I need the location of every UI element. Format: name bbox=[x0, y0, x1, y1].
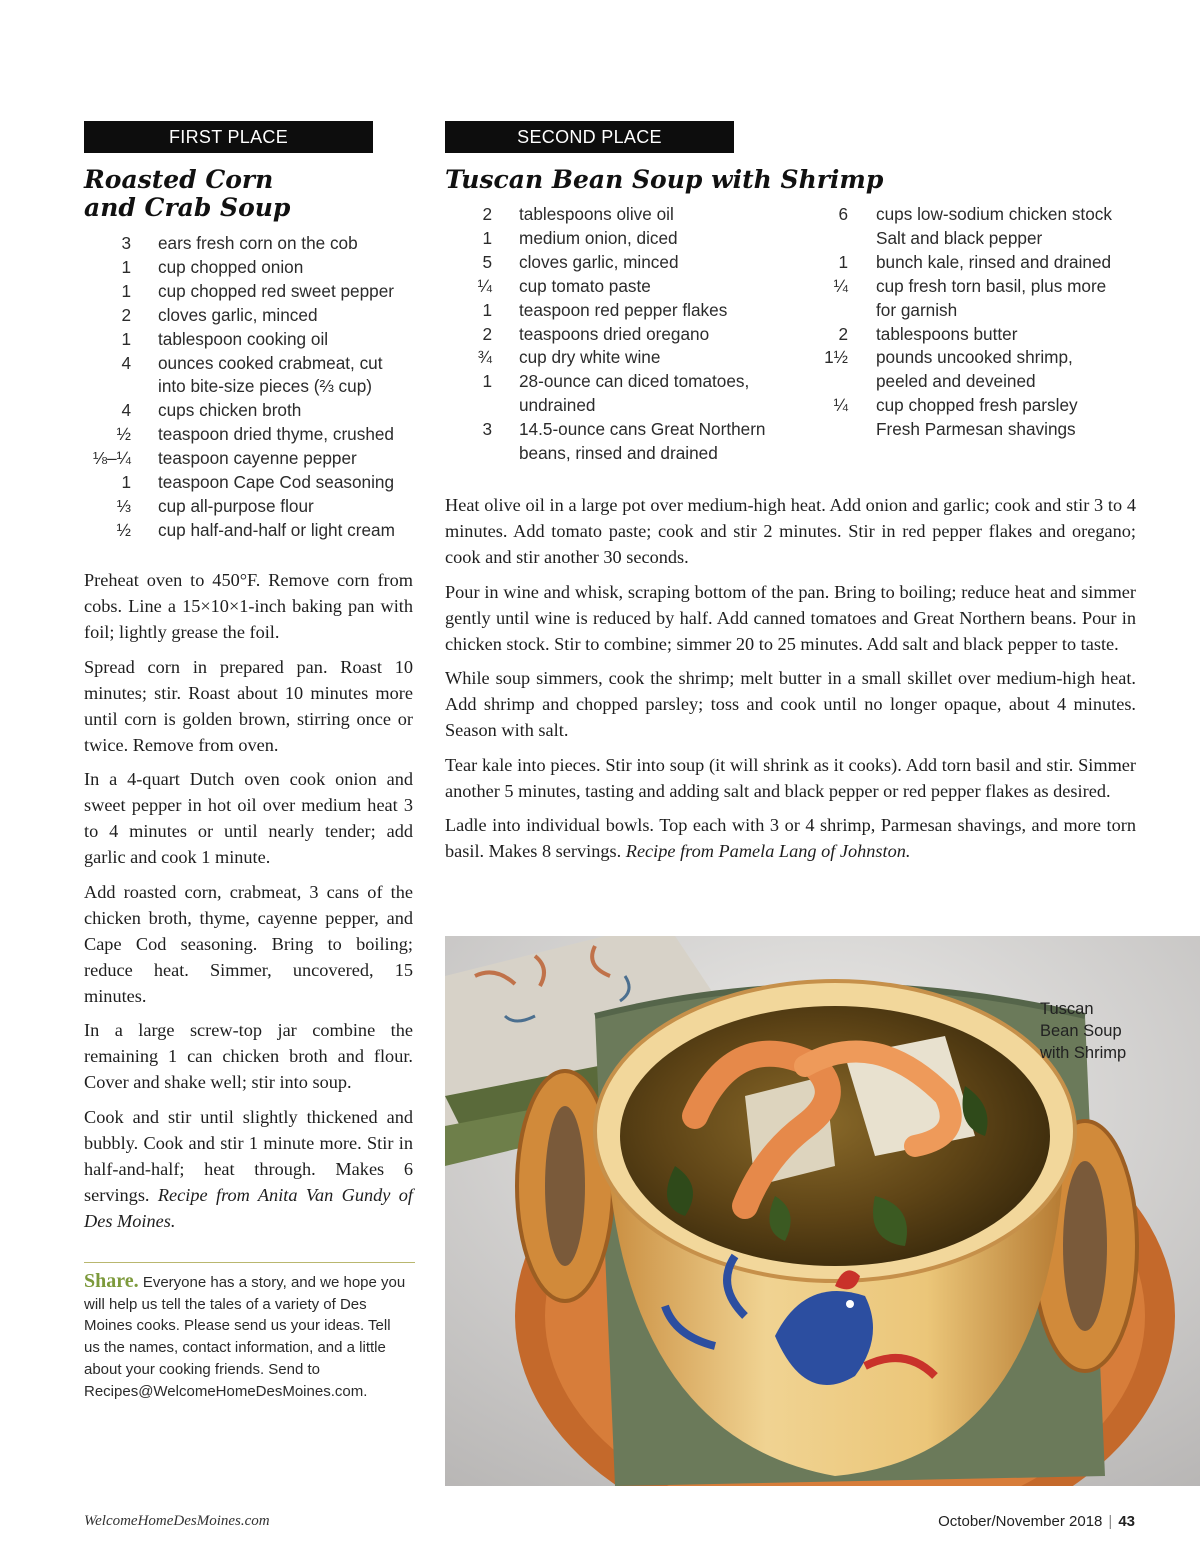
ingredient-item bbox=[445, 370, 790, 394]
ingredient-text: teaspoon dried thyme, crushed bbox=[158, 424, 394, 445]
direction-paragraph: Cook and stir until slightly thickened and bubbly. Cook and stir 1 minute more. Stir in half-and-half; heat through. Makes 6 servings. Recipe from Anita Van Gundy of Des Moines. bbox=[84, 1106, 413, 1231]
ingredient-text: cup tomato paste bbox=[519, 275, 651, 296]
photo-caption: Tuscan Bean Soup with Shrimp bbox=[1040, 1000, 1127, 1062]
ingredient-text: beans, rinsed and drained bbox=[519, 443, 718, 464]
ingredient-quantity: 3 bbox=[121, 233, 131, 253]
share-heading: Share. bbox=[84, 1270, 139, 1292]
ingredient-item bbox=[84, 304, 424, 328]
ingredient-quantity bbox=[445, 442, 492, 466]
direction-paragraph: Pour in wine and whisk, scraping bottom of the pan. Bring to boiling; reduce heat and simmer gently until wine is reduced by half. Add canned tomatoes and Great Northern beans. Pour in chicken stock. Stir to combine; simmer 20 to 25 minutes. Add salt and black pepper to taste. bbox=[445, 581, 1136, 654]
ingredient-item bbox=[445, 346, 790, 370]
ingredient-item bbox=[800, 251, 1140, 275]
ingredient-item bbox=[445, 394, 790, 418]
ingredient-quantity: 2 bbox=[121, 304, 131, 325]
ingredient-quantity: ¾ bbox=[477, 347, 492, 368]
ingredient-text: cloves garlic, minced bbox=[158, 304, 318, 325]
ingredient-text: bunch kale, rinsed and drained bbox=[876, 251, 1112, 272]
recipe-title-corn-crab: Roasted Corn and Crab Soup bbox=[84, 165, 291, 222]
ingredient-list-tuscan-left bbox=[445, 203, 790, 466]
ingredient-item bbox=[84, 328, 424, 352]
ingredient-quantity bbox=[800, 227, 848, 251]
ingredient-text: teaspoon cayenne pepper bbox=[158, 448, 357, 469]
ingredient-item bbox=[445, 323, 790, 347]
recipe-title-tuscan: Tuscan Bean Soup with Shrimp bbox=[445, 165, 884, 194]
ingredient-text: peeled and deveined bbox=[876, 371, 1036, 392]
ingredient-text: cup chopped red sweet pepper bbox=[158, 280, 395, 301]
ingredient-text: cup all-purpose flour bbox=[158, 495, 314, 516]
ingredient-item bbox=[800, 370, 1140, 394]
ingredient-quantity: 1 bbox=[121, 256, 131, 277]
ingredient-quantity: 4 bbox=[121, 400, 131, 421]
ingredient-quantity: 1 bbox=[121, 328, 131, 349]
divider-rule bbox=[84, 1262, 415, 1263]
ingredient-item bbox=[84, 495, 424, 519]
ingredient-text: ounces cooked crabmeat, cut bbox=[158, 352, 383, 373]
ingredient-text: medium onion, diced bbox=[519, 227, 678, 248]
recipe-credit: Recipe from Anita Van Gundy of Des Moines. bbox=[84, 1184, 413, 1231]
ingredient-item bbox=[445, 299, 790, 323]
ingredient-text: 28-ounce can diced tomatoes, bbox=[519, 371, 750, 392]
ingredient-item bbox=[800, 418, 1140, 442]
ingredient-item bbox=[445, 275, 790, 299]
ingredient-quantity: ½ bbox=[116, 424, 131, 445]
ingredient-quantity bbox=[800, 418, 848, 442]
ingredient-quantity: ¼ bbox=[833, 275, 848, 296]
ingredient-item bbox=[84, 471, 424, 495]
ingredient-item bbox=[84, 352, 424, 376]
ingredient-quantity: 1 bbox=[121, 472, 131, 493]
ingredient-quantity: 4 bbox=[121, 352, 131, 373]
ingredient-list-corn-crab bbox=[84, 232, 424, 543]
ingredient-item bbox=[84, 399, 424, 423]
ingredient-quantity: 2 bbox=[838, 323, 848, 344]
ingredient-quantity bbox=[84, 375, 131, 399]
ingredient-item bbox=[84, 423, 424, 447]
footer-site: WelcomeHomeDesMoines.com bbox=[84, 1513, 270, 1529]
ingredient-text: ears fresh corn on the cob bbox=[158, 233, 358, 253]
ingredient-text: cup half-and-half or light cream bbox=[158, 519, 395, 540]
ingredient-list-tuscan-right bbox=[800, 203, 1140, 442]
direction-paragraph: Spread corn in prepared pan. Roast 10 minutes; stir. Roast about 10 minutes more until corn is golden brown, stirring once or twice. Remove from oven. bbox=[84, 656, 413, 755]
ingredient-item bbox=[84, 375, 424, 399]
ingredient-quantity: 5 bbox=[482, 251, 492, 272]
ingredient-item bbox=[445, 203, 790, 227]
ingredient-text: cup dry white wine bbox=[519, 347, 661, 368]
direction-paragraph: Heat olive oil in a large pot over medium-high heat. Add onion and garlic; cook and stir 3 to 4 minutes. Add tomato paste; cook and stir 2 minutes. Stir in red pepper flakes and oregano; cook and stir another 30 seconds. bbox=[445, 495, 1136, 567]
ingredient-text: tablespoons butter bbox=[876, 323, 1018, 344]
ingredient-item bbox=[445, 418, 790, 442]
ingredient-item bbox=[800, 275, 1140, 299]
recipe-credit: Recipe from Pamela Lang of Johnston. bbox=[625, 841, 911, 861]
ingredient-item bbox=[445, 227, 790, 251]
first-place-label: FIRST PLACE bbox=[84, 121, 373, 153]
ingredient-quantity: ¼ bbox=[477, 275, 492, 296]
ingredient-quantity: 1 bbox=[482, 371, 492, 392]
ingredient-text: cup fresh torn basil, plus more bbox=[876, 275, 1107, 296]
ingredient-text: tablespoon cooking oil bbox=[158, 328, 329, 349]
ingredient-text: cup chopped fresh parsley bbox=[876, 395, 1078, 416]
ingredient-quantity: 2 bbox=[482, 204, 492, 224]
direction-paragraph: In a 4-quart Dutch oven cook onion and sweet pepper in hot oil over medium heat 3 to 4 minutes or until nearly tender; add garlic and cook 1 minute. bbox=[84, 769, 413, 867]
ingredient-quantity: 2 bbox=[482, 323, 492, 344]
second-place-label: SECOND PLACE bbox=[445, 121, 734, 153]
ingredient-text: cup chopped onion bbox=[158, 256, 304, 277]
ingredient-text: 14.5-ounce cans Great Northern bbox=[519, 419, 766, 440]
direction-paragraph: While soup simmers, cook the shrimp; melt butter in a small skillet over medium-high heat. Add shrimp and chopped parsley; toss and cook until no longer opaque, about 4 minutes. Season with salt. bbox=[445, 668, 1136, 740]
ingredient-item bbox=[84, 256, 424, 280]
footer-issue: October/November 2018 | 43 bbox=[938, 1513, 1135, 1530]
ingredient-text: teaspoon Cape Cod seasoning bbox=[158, 472, 395, 493]
ingredient-text: Salt and black pepper bbox=[876, 227, 1043, 248]
ingredient-item bbox=[445, 251, 790, 275]
direction-paragraph: In a large screw-top jar combine the remaining 1 can chicken broth and flour. Cover and shake well; stir into soup. bbox=[84, 1020, 413, 1092]
ingredient-text: cups low-sodium chicken stock bbox=[876, 204, 1112, 224]
ingredient-text: undrained bbox=[519, 395, 596, 416]
ingredient-quantity: ½ bbox=[116, 519, 131, 540]
ingredient-quantity bbox=[800, 299, 848, 323]
ingredient-text: teaspoon red pepper flakes bbox=[519, 299, 728, 320]
ingredient-item bbox=[84, 447, 424, 471]
ingredient-item bbox=[800, 346, 1140, 370]
ingredient-item bbox=[800, 227, 1140, 251]
directions-corn-crab bbox=[84, 567, 413, 1242]
ingredient-text: cups chicken broth bbox=[158, 400, 302, 421]
ingredient-text: Fresh Parmesan shavings bbox=[876, 419, 1076, 440]
ingredient-item bbox=[84, 232, 424, 256]
ingredient-quantity: 1½ bbox=[824, 347, 848, 368]
ingredient-text: pounds uncooked shrimp, bbox=[876, 347, 1073, 368]
direction-paragraph: Add roasted corn, crabmeat, 3 cans of the chicken broth, thyme, cayenne pepper, and Cape Cod seasoning. Bring to boiling; reduce heat. Simmer, uncovered, 15 minutes. bbox=[84, 881, 413, 1006]
ingredient-quantity: 3 bbox=[482, 419, 492, 440]
ingredient-item bbox=[800, 323, 1140, 347]
ingredient-text: teaspoons dried oregano bbox=[519, 323, 710, 344]
direction-paragraph: Ladle into individual bowls. Top each with 3 or 4 shrimp, Parmesan shavings, and more torn basil. Makes 8 servings. Recipe from Pamela Lang of Johnston. bbox=[445, 815, 1136, 861]
ingredient-quantity: ⅛–¼ bbox=[92, 448, 131, 469]
direction-paragraph: Preheat oven to 450°F. Remove corn from cobs. Line a 15×10×1-inch baking pan with foil; lightly grease the foil. bbox=[84, 570, 413, 642]
direction-paragraph: Tear kale into pieces. Stir into soup (it will shrink as it cooks). Add torn basil and stir. Simmer another 5 minutes, tasting and adding salt and black pepper or red pepper flakes as desired. bbox=[445, 754, 1136, 801]
ingredient-quantity: 1 bbox=[121, 280, 131, 301]
share-note bbox=[84, 1271, 409, 1402]
ingredient-quantity bbox=[800, 370, 848, 394]
ingredient-quantity: ¼ bbox=[833, 395, 848, 416]
ingredient-quantity: 1 bbox=[482, 299, 492, 320]
share-text: Everyone has a story, and we hope you will help us tell the tales of a variety of Des Moines cooks. Please send us your ideas. Tell us the names, contact information, and a little about your cooking friends. Send to Recipes@WelcomeHomeDesMoines.com. bbox=[84, 1274, 406, 1400]
ingredient-text: tablespoons olive oil bbox=[519, 204, 674, 224]
ingredient-quantity bbox=[445, 394, 492, 418]
ingredient-item bbox=[445, 442, 790, 466]
ingredient-quantity: 1 bbox=[482, 227, 492, 248]
ingredient-quantity: ⅓ bbox=[116, 495, 131, 516]
ingredient-item bbox=[84, 519, 424, 543]
ingredient-text: cloves garlic, minced bbox=[519, 251, 679, 272]
ingredient-item bbox=[800, 394, 1140, 418]
ingredient-item bbox=[800, 203, 1140, 227]
ingredient-item bbox=[800, 299, 1140, 323]
ingredient-quantity: 1 bbox=[838, 251, 848, 272]
ingredient-text: for garnish bbox=[876, 299, 958, 320]
ingredient-text: into bite-size pieces (⅔ cup) bbox=[158, 376, 372, 397]
ingredient-item bbox=[84, 280, 424, 304]
page-number: 43 bbox=[1118, 1513, 1135, 1530]
ingredient-quantity: 6 bbox=[838, 204, 848, 224]
directions-tuscan bbox=[445, 492, 1136, 873]
